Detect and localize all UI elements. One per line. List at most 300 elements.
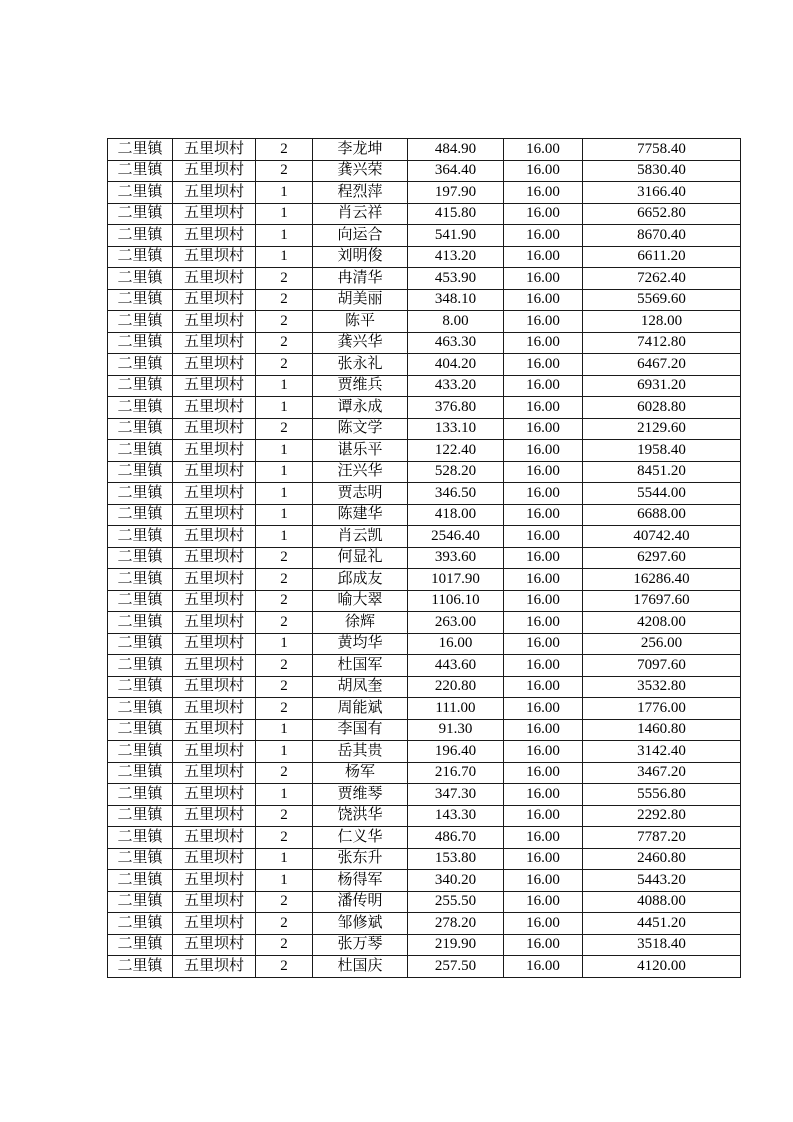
- table-cell-name: 谭永成: [313, 397, 408, 419]
- table-cell-base_amount: 376.80: [408, 397, 504, 419]
- table-row: [108, 719, 741, 741]
- table-cell-town: 二里镇: [108, 913, 173, 935]
- table-row: [108, 440, 741, 462]
- table-cell-name: 李国有: [313, 719, 408, 741]
- table-cell-unit_price: 16.00: [504, 827, 583, 849]
- table-cell-group_no: 2: [256, 913, 313, 935]
- table-cell-base_amount: 219.90: [408, 934, 504, 956]
- table-cell-unit_price: 16.00: [504, 719, 583, 741]
- table-cell-town: 二里镇: [108, 375, 173, 397]
- table-cell-group_no: 2: [256, 289, 313, 311]
- table-cell-total_amount: 6467.20: [583, 354, 741, 376]
- table-cell-village: 五里坝村: [173, 375, 256, 397]
- table-cell-village: 五里坝村: [173, 633, 256, 655]
- table-cell-name: 龚兴荣: [313, 160, 408, 182]
- table-cell-base_amount: 484.90: [408, 139, 504, 161]
- table-cell-unit_price: 16.00: [504, 913, 583, 935]
- table-cell-total_amount: 256.00: [583, 633, 741, 655]
- table-cell-group_no: 2: [256, 590, 313, 612]
- table-cell-village: 五里坝村: [173, 762, 256, 784]
- table-cell-base_amount: 153.80: [408, 848, 504, 870]
- table-cell-total_amount: 7758.40: [583, 139, 741, 161]
- table-cell-total_amount: 8670.40: [583, 225, 741, 247]
- table-cell-unit_price: 16.00: [504, 784, 583, 806]
- table-cell-base_amount: 486.70: [408, 827, 504, 849]
- table-cell-unit_price: 16.00: [504, 268, 583, 290]
- payment-table: [107, 138, 741, 978]
- table-cell-town: 二里镇: [108, 268, 173, 290]
- table-cell-total_amount: 2460.80: [583, 848, 741, 870]
- table-row: [108, 397, 741, 419]
- table-row: [108, 547, 741, 569]
- table-cell-base_amount: 216.70: [408, 762, 504, 784]
- table-cell-town: 二里镇: [108, 182, 173, 204]
- table-cell-group_no: 1: [256, 483, 313, 505]
- table-cell-town: 二里镇: [108, 633, 173, 655]
- table-cell-unit_price: 16.00: [504, 956, 583, 978]
- table-cell-base_amount: 541.90: [408, 225, 504, 247]
- table-cell-total_amount: 3518.40: [583, 934, 741, 956]
- table-row: [108, 354, 741, 376]
- table-cell-town: 二里镇: [108, 225, 173, 247]
- table-cell-name: 杜国军: [313, 655, 408, 677]
- table-cell-base_amount: 1106.10: [408, 590, 504, 612]
- table-cell-town: 二里镇: [108, 762, 173, 784]
- table-cell-group_no: 2: [256, 805, 313, 827]
- table-cell-village: 五里坝村: [173, 848, 256, 870]
- table-cell-town: 二里镇: [108, 418, 173, 440]
- table-row: [108, 741, 741, 763]
- table-cell-unit_price: 16.00: [504, 698, 583, 720]
- table-cell-total_amount: 4120.00: [583, 956, 741, 978]
- table-cell-group_no: 1: [256, 870, 313, 892]
- table-cell-village: 五里坝村: [173, 698, 256, 720]
- table-cell-unit_price: 16.00: [504, 375, 583, 397]
- table-cell-total_amount: 4208.00: [583, 612, 741, 634]
- table-cell-name: 冉清华: [313, 268, 408, 290]
- table-cell-unit_price: 16.00: [504, 676, 583, 698]
- table-cell-group_no: 1: [256, 719, 313, 741]
- table-cell-total_amount: 8451.20: [583, 461, 741, 483]
- table-cell-village: 五里坝村: [173, 612, 256, 634]
- table-cell-town: 二里镇: [108, 956, 173, 978]
- table-cell-town: 二里镇: [108, 805, 173, 827]
- table-row: [108, 225, 741, 247]
- table-cell-unit_price: 16.00: [504, 354, 583, 376]
- table-row: [108, 655, 741, 677]
- table-cell-group_no: 1: [256, 526, 313, 548]
- table-cell-group_no: 2: [256, 676, 313, 698]
- table-row: [108, 934, 741, 956]
- table-cell-village: 五里坝村: [173, 440, 256, 462]
- table-cell-name: 仁义华: [313, 827, 408, 849]
- table-cell-village: 五里坝村: [173, 246, 256, 268]
- table-row: [108, 311, 741, 333]
- table-cell-group_no: 2: [256, 934, 313, 956]
- table-cell-group_no: 1: [256, 784, 313, 806]
- table-cell-name: 陈文学: [313, 418, 408, 440]
- table-cell-base_amount: 196.40: [408, 741, 504, 763]
- table-cell-unit_price: 16.00: [504, 547, 583, 569]
- table-row: [108, 805, 741, 827]
- table-cell-name: 张万琴: [313, 934, 408, 956]
- table-cell-unit_price: 16.00: [504, 569, 583, 591]
- table-cell-village: 五里坝村: [173, 547, 256, 569]
- table-row: [108, 160, 741, 182]
- table-cell-name: 张东升: [313, 848, 408, 870]
- table-row: [108, 203, 741, 225]
- table-cell-town: 二里镇: [108, 891, 173, 913]
- table-cell-village: 五里坝村: [173, 891, 256, 913]
- table-row: [108, 762, 741, 784]
- table-cell-unit_price: 16.00: [504, 633, 583, 655]
- table-row: [108, 870, 741, 892]
- table-cell-village: 五里坝村: [173, 526, 256, 548]
- table-cell-village: 五里坝村: [173, 590, 256, 612]
- table-cell-town: 二里镇: [108, 827, 173, 849]
- table-cell-name: 汪兴华: [313, 461, 408, 483]
- table-cell-unit_price: 16.00: [504, 526, 583, 548]
- table-cell-village: 五里坝村: [173, 354, 256, 376]
- table-cell-unit_price: 16.00: [504, 504, 583, 526]
- table-cell-base_amount: 346.50: [408, 483, 504, 505]
- table-cell-town: 二里镇: [108, 590, 173, 612]
- table-cell-unit_price: 16.00: [504, 139, 583, 161]
- table-cell-base_amount: 418.00: [408, 504, 504, 526]
- table-cell-unit_price: 16.00: [504, 461, 583, 483]
- table-cell-unit_price: 16.00: [504, 805, 583, 827]
- table-cell-town: 二里镇: [108, 461, 173, 483]
- table-cell-name: 贾志明: [313, 483, 408, 505]
- table-row: [108, 676, 741, 698]
- table-cell-village: 五里坝村: [173, 139, 256, 161]
- table-cell-total_amount: 4451.20: [583, 913, 741, 935]
- table-cell-village: 五里坝村: [173, 913, 256, 935]
- table-cell-total_amount: 1460.80: [583, 719, 741, 741]
- table-cell-name: 肖云祥: [313, 203, 408, 225]
- table-cell-town: 二里镇: [108, 676, 173, 698]
- table-cell-group_no: 1: [256, 848, 313, 870]
- table-cell-town: 二里镇: [108, 719, 173, 741]
- table-cell-village: 五里坝村: [173, 225, 256, 247]
- table-cell-unit_price: 16.00: [504, 311, 583, 333]
- table-cell-total_amount: 6028.80: [583, 397, 741, 419]
- table-cell-group_no: 2: [256, 612, 313, 634]
- table-cell-town: 二里镇: [108, 311, 173, 333]
- table-cell-name: 何显礼: [313, 547, 408, 569]
- table-cell-town: 二里镇: [108, 139, 173, 161]
- table-row: [108, 891, 741, 913]
- table-cell-name: 胡凤奎: [313, 676, 408, 698]
- table-cell-name: 周能斌: [313, 698, 408, 720]
- table-cell-total_amount: 7262.40: [583, 268, 741, 290]
- table-cell-group_no: 1: [256, 375, 313, 397]
- table-cell-group_no: 2: [256, 569, 313, 591]
- table-cell-base_amount: 415.80: [408, 203, 504, 225]
- table-row: [108, 698, 741, 720]
- table-cell-base_amount: 255.50: [408, 891, 504, 913]
- table-cell-base_amount: 528.20: [408, 461, 504, 483]
- table-cell-village: 五里坝村: [173, 784, 256, 806]
- table-cell-village: 五里坝村: [173, 805, 256, 827]
- table-cell-village: 五里坝村: [173, 504, 256, 526]
- table-row: [108, 827, 741, 849]
- table-cell-group_no: 2: [256, 418, 313, 440]
- table-cell-town: 二里镇: [108, 504, 173, 526]
- table-cell-base_amount: 8.00: [408, 311, 504, 333]
- table-cell-town: 二里镇: [108, 698, 173, 720]
- payment-table-body: [108, 139, 741, 978]
- table-row: [108, 418, 741, 440]
- table-cell-base_amount: 122.40: [408, 440, 504, 462]
- table-cell-total_amount: 2129.60: [583, 418, 741, 440]
- table-cell-name: 胡美丽: [313, 289, 408, 311]
- table-row: [108, 633, 741, 655]
- table-cell-total_amount: 6688.00: [583, 504, 741, 526]
- table-cell-total_amount: 7412.80: [583, 332, 741, 354]
- table-cell-base_amount: 278.20: [408, 913, 504, 935]
- table-cell-unit_price: 16.00: [504, 332, 583, 354]
- table-row: [108, 612, 741, 634]
- table-cell-town: 二里镇: [108, 655, 173, 677]
- table-cell-group_no: 2: [256, 698, 313, 720]
- table-cell-unit_price: 16.00: [504, 246, 583, 268]
- table-cell-town: 二里镇: [108, 547, 173, 569]
- table-cell-unit_price: 16.00: [504, 225, 583, 247]
- table-cell-unit_price: 16.00: [504, 203, 583, 225]
- table-cell-total_amount: 4088.00: [583, 891, 741, 913]
- table-cell-village: 五里坝村: [173, 182, 256, 204]
- table-cell-name: 杨得军: [313, 870, 408, 892]
- table-row: [108, 246, 741, 268]
- table-cell-town: 二里镇: [108, 741, 173, 763]
- table-cell-base_amount: 133.10: [408, 418, 504, 440]
- table-row: [108, 461, 741, 483]
- table-cell-name: 喻大翠: [313, 590, 408, 612]
- table-cell-town: 二里镇: [108, 526, 173, 548]
- table-cell-town: 二里镇: [108, 612, 173, 634]
- table-cell-unit_price: 16.00: [504, 182, 583, 204]
- table-cell-total_amount: 1776.00: [583, 698, 741, 720]
- table-row: [108, 504, 741, 526]
- table-cell-town: 二里镇: [108, 397, 173, 419]
- table-cell-town: 二里镇: [108, 203, 173, 225]
- table-cell-total_amount: 3467.20: [583, 762, 741, 784]
- table-cell-unit_price: 16.00: [504, 397, 583, 419]
- table-row: [108, 590, 741, 612]
- table-cell-group_no: 1: [256, 225, 313, 247]
- table-cell-total_amount: 40742.40: [583, 526, 741, 548]
- table-cell-base_amount: 463.30: [408, 332, 504, 354]
- table-cell-unit_price: 16.00: [504, 848, 583, 870]
- table-cell-group_no: 1: [256, 440, 313, 462]
- table-row: [108, 139, 741, 161]
- table-cell-group_no: 2: [256, 139, 313, 161]
- table-cell-unit_price: 16.00: [504, 590, 583, 612]
- table-cell-village: 五里坝村: [173, 870, 256, 892]
- table-cell-village: 五里坝村: [173, 418, 256, 440]
- table-row: [108, 332, 741, 354]
- table-cell-base_amount: 393.60: [408, 547, 504, 569]
- table-cell-village: 五里坝村: [173, 203, 256, 225]
- table-cell-base_amount: 91.30: [408, 719, 504, 741]
- table-cell-name: 肖云凯: [313, 526, 408, 548]
- table-cell-total_amount: 3166.40: [583, 182, 741, 204]
- table-cell-village: 五里坝村: [173, 676, 256, 698]
- table-row: [108, 848, 741, 870]
- table-cell-village: 五里坝村: [173, 655, 256, 677]
- table-cell-group_no: 2: [256, 160, 313, 182]
- table-cell-base_amount: 413.20: [408, 246, 504, 268]
- table-cell-group_no: 2: [256, 547, 313, 569]
- table-cell-village: 五里坝村: [173, 332, 256, 354]
- table-cell-group_no: 1: [256, 633, 313, 655]
- table-row: [108, 913, 741, 935]
- table-cell-village: 五里坝村: [173, 461, 256, 483]
- table-cell-base_amount: 220.80: [408, 676, 504, 698]
- table-cell-group_no: 2: [256, 956, 313, 978]
- table-cell-group_no: 1: [256, 397, 313, 419]
- table-cell-total_amount: 6931.20: [583, 375, 741, 397]
- table-cell-base_amount: 2546.40: [408, 526, 504, 548]
- table-cell-unit_price: 16.00: [504, 483, 583, 505]
- table-cell-town: 二里镇: [108, 870, 173, 892]
- table-cell-group_no: 2: [256, 354, 313, 376]
- table-cell-unit_price: 16.00: [504, 440, 583, 462]
- table-cell-total_amount: 5443.20: [583, 870, 741, 892]
- table-cell-total_amount: 16286.40: [583, 569, 741, 591]
- table-cell-name: 徐辉: [313, 612, 408, 634]
- table-cell-group_no: 1: [256, 504, 313, 526]
- table-cell-base_amount: 1017.90: [408, 569, 504, 591]
- table-cell-village: 五里坝村: [173, 719, 256, 741]
- table-cell-group_no: 2: [256, 762, 313, 784]
- table-cell-total_amount: 3142.40: [583, 741, 741, 763]
- table-cell-total_amount: 5544.00: [583, 483, 741, 505]
- table-cell-base_amount: 453.90: [408, 268, 504, 290]
- table-cell-village: 五里坝村: [173, 483, 256, 505]
- table-cell-group_no: 1: [256, 203, 313, 225]
- table-cell-total_amount: 17697.60: [583, 590, 741, 612]
- table-cell-group_no: 2: [256, 332, 313, 354]
- table-cell-base_amount: 443.60: [408, 655, 504, 677]
- table-cell-village: 五里坝村: [173, 956, 256, 978]
- table-row: [108, 268, 741, 290]
- table-cell-name: 刘明俊: [313, 246, 408, 268]
- table-cell-group_no: 1: [256, 182, 313, 204]
- table-cell-name: 岳其贵: [313, 741, 408, 763]
- table-cell-total_amount: 5556.80: [583, 784, 741, 806]
- table-cell-group_no: 2: [256, 891, 313, 913]
- table-row: [108, 569, 741, 591]
- table-cell-base_amount: 263.00: [408, 612, 504, 634]
- table-cell-name: 陈建华: [313, 504, 408, 526]
- table-cell-name: 李龙坤: [313, 139, 408, 161]
- table-cell-total_amount: 5830.40: [583, 160, 741, 182]
- table-cell-name: 龚兴华: [313, 332, 408, 354]
- table-cell-unit_price: 16.00: [504, 741, 583, 763]
- table-cell-unit_price: 16.00: [504, 160, 583, 182]
- table-cell-unit_price: 16.00: [504, 870, 583, 892]
- table-cell-group_no: 2: [256, 268, 313, 290]
- table-cell-total_amount: 128.00: [583, 311, 741, 333]
- table-cell-unit_price: 16.00: [504, 934, 583, 956]
- table-cell-town: 二里镇: [108, 784, 173, 806]
- table-cell-base_amount: 348.10: [408, 289, 504, 311]
- table-row: [108, 784, 741, 806]
- table-cell-name: 程烈萍: [313, 182, 408, 204]
- table-cell-name: 向运合: [313, 225, 408, 247]
- table-cell-name: 潘传明: [313, 891, 408, 913]
- table-cell-total_amount: 7097.60: [583, 655, 741, 677]
- table-cell-village: 五里坝村: [173, 934, 256, 956]
- table-cell-total_amount: 6297.60: [583, 547, 741, 569]
- table-cell-total_amount: 1958.40: [583, 440, 741, 462]
- table-cell-group_no: 1: [256, 741, 313, 763]
- table-cell-village: 五里坝村: [173, 311, 256, 333]
- table-cell-unit_price: 16.00: [504, 418, 583, 440]
- table-cell-base_amount: 364.40: [408, 160, 504, 182]
- table-cell-base_amount: 340.20: [408, 870, 504, 892]
- table-cell-base_amount: 143.30: [408, 805, 504, 827]
- table-cell-village: 五里坝村: [173, 289, 256, 311]
- table-row: [108, 526, 741, 548]
- table-cell-group_no: 2: [256, 655, 313, 677]
- table-cell-town: 二里镇: [108, 354, 173, 376]
- table-cell-town: 二里镇: [108, 934, 173, 956]
- table-row: [108, 375, 741, 397]
- table-cell-village: 五里坝村: [173, 569, 256, 591]
- table-cell-name: 贾维兵: [313, 375, 408, 397]
- table-cell-group_no: 2: [256, 827, 313, 849]
- table-cell-town: 二里镇: [108, 289, 173, 311]
- table-cell-name: 杜国庆: [313, 956, 408, 978]
- table-cell-total_amount: 2292.80: [583, 805, 741, 827]
- table-cell-unit_price: 16.00: [504, 762, 583, 784]
- table-cell-base_amount: 16.00: [408, 633, 504, 655]
- table-cell-total_amount: 6611.20: [583, 246, 741, 268]
- table-cell-base_amount: 433.20: [408, 375, 504, 397]
- table-cell-unit_price: 16.00: [504, 612, 583, 634]
- table-cell-name: 张永礼: [313, 354, 408, 376]
- table-cell-unit_price: 16.00: [504, 655, 583, 677]
- table-cell-group_no: 2: [256, 311, 313, 333]
- table-cell-base_amount: 347.30: [408, 784, 504, 806]
- table-cell-total_amount: 7787.20: [583, 827, 741, 849]
- table-cell-name: 贾维琴: [313, 784, 408, 806]
- table-cell-name: 邹修斌: [313, 913, 408, 935]
- table-cell-village: 五里坝村: [173, 741, 256, 763]
- table-cell-base_amount: 257.50: [408, 956, 504, 978]
- table-cell-group_no: 1: [256, 246, 313, 268]
- table-cell-name: 杨军: [313, 762, 408, 784]
- table-cell-base_amount: 197.90: [408, 182, 504, 204]
- table-cell-total_amount: 5569.60: [583, 289, 741, 311]
- table-cell-total_amount: 6652.80: [583, 203, 741, 225]
- table-cell-town: 二里镇: [108, 848, 173, 870]
- table-cell-unit_price: 16.00: [504, 289, 583, 311]
- table-cell-name: 饶洪华: [313, 805, 408, 827]
- table-row: [108, 483, 741, 505]
- table-cell-unit_price: 16.00: [504, 891, 583, 913]
- table-cell-town: 二里镇: [108, 332, 173, 354]
- table-cell-town: 二里镇: [108, 569, 173, 591]
- table-cell-town: 二里镇: [108, 440, 173, 462]
- table-cell-village: 五里坝村: [173, 268, 256, 290]
- table-cell-base_amount: 111.00: [408, 698, 504, 720]
- table-cell-base_amount: 404.20: [408, 354, 504, 376]
- table-row: [108, 182, 741, 204]
